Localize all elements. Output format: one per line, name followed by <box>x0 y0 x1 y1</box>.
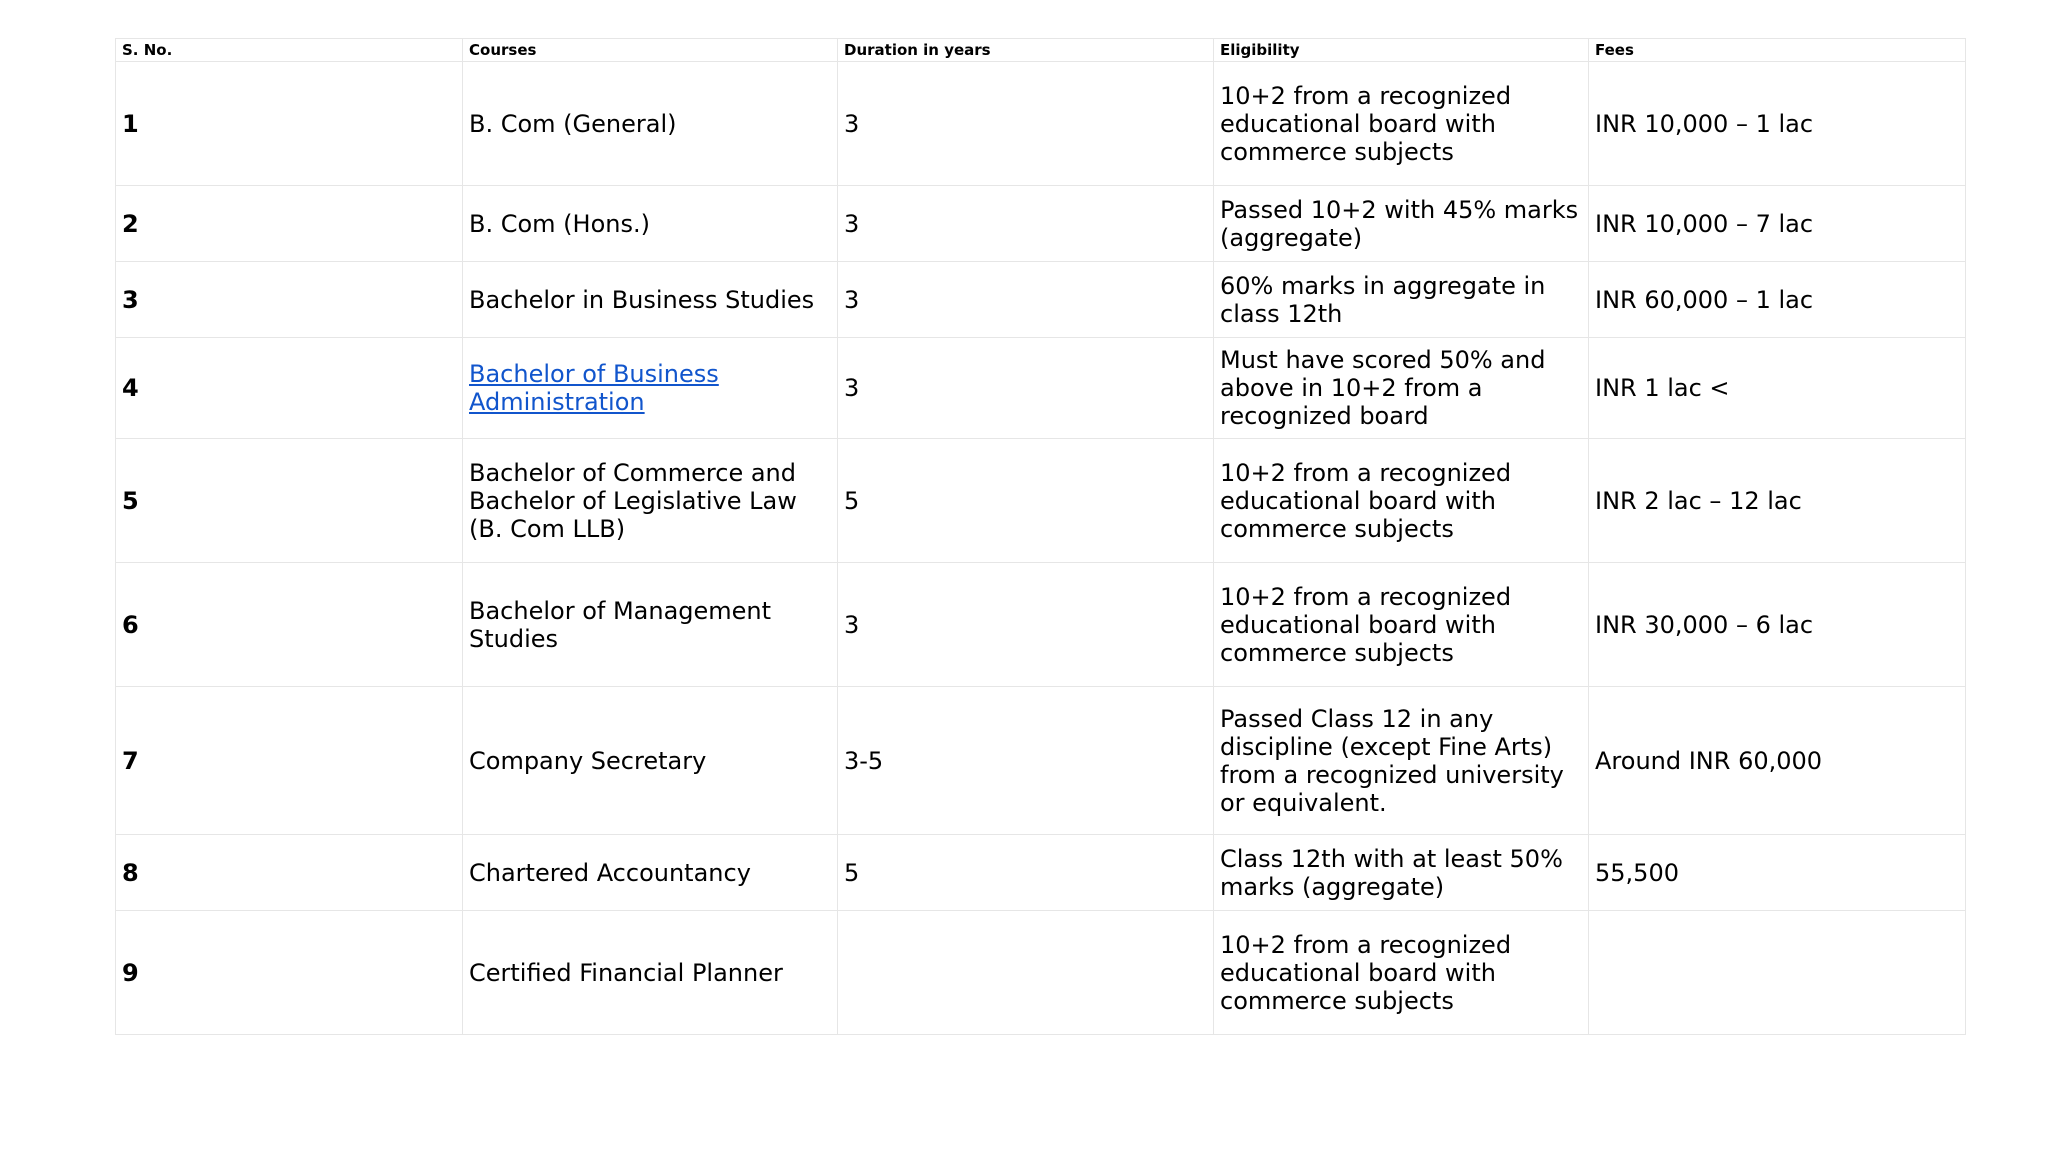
table-row <box>116 62 1966 186</box>
cell-duration[interactable]: 3 <box>838 563 1214 687</box>
cell-duration[interactable]: 3-5 <box>838 687 1214 835</box>
cell-course[interactable]: B. Com (Hons.) <box>463 186 838 262</box>
table-row <box>116 687 1966 835</box>
cell-duration[interactable]: 3 <box>838 262 1214 338</box>
cell-fees[interactable]: 55,500 <box>1589 835 1966 911</box>
cell-course[interactable]: Bachelor of Management Studies <box>463 563 838 687</box>
cell-duration[interactable]: 5 <box>838 439 1214 563</box>
cell-course[interactable]: Certified Financial Planner <box>463 911 838 1035</box>
cell-eligibility[interactable]: Passed Class 12 in any discipline (except Fine Arts) from a recognized university or equivalent. <box>1214 687 1589 835</box>
bba-course-link[interactable]: Bachelor of Business Administration <box>469 360 719 416</box>
table-row <box>116 186 1966 262</box>
cell-course[interactable]: Bachelor of Commerce and Bachelor of Legislative Law (B. Com LLB) <box>463 439 838 563</box>
cell-sno[interactable]: 4 <box>116 338 463 439</box>
courses-table <box>115 38 1966 1035</box>
cell-eligibility[interactable]: 60% marks in aggregate in class 12th <box>1214 262 1589 338</box>
cell-duration[interactable]: 3 <box>838 62 1214 186</box>
cell-fees[interactable]: INR 10,000 – 1 lac <box>1589 62 1966 186</box>
cell-eligibility[interactable]: Class 12th with at least 50% marks (aggregate) <box>1214 835 1589 911</box>
cell-course[interactable]: B. Com (General) <box>463 62 838 186</box>
cell-fees[interactable]: Around INR 60,000 <box>1589 687 1966 835</box>
cell-course[interactable]: Company Secretary <box>463 687 838 835</box>
cell-sno[interactable]: 2 <box>116 186 463 262</box>
cell-sno[interactable]: 3 <box>116 262 463 338</box>
table-row <box>116 262 1966 338</box>
cell-sno[interactable]: 7 <box>116 687 463 835</box>
cell-sno[interactable]: 1 <box>116 62 463 186</box>
cell-sno[interactable]: 9 <box>116 911 463 1035</box>
header-eligibility[interactable]: Eligibility <box>1214 39 1589 62</box>
cell-sno[interactable]: 5 <box>116 439 463 563</box>
header-duration[interactable]: Duration in years <box>838 39 1214 62</box>
header-row <box>116 39 1966 62</box>
cell-eligibility[interactable]: 10+2 from a recognized educational board with commerce subjects <box>1214 439 1589 563</box>
table-row <box>116 911 1966 1035</box>
header-sno[interactable]: S. No. <box>116 39 463 62</box>
header-fees[interactable]: Fees <box>1589 39 1966 62</box>
table-row <box>116 338 1966 439</box>
cell-fees[interactable]: INR 1 lac < <box>1589 338 1966 439</box>
spreadsheet-sheet <box>115 38 1965 1035</box>
cell-fees[interactable]: INR 2 lac – 12 lac <box>1589 439 1966 563</box>
cell-eligibility[interactable]: Passed 10+2 with 45% marks (aggregate) <box>1214 186 1589 262</box>
cell-fees[interactable]: INR 10,000 – 7 lac <box>1589 186 1966 262</box>
cell-sno[interactable]: 6 <box>116 563 463 687</box>
header-courses[interactable]: Courses <box>463 39 838 62</box>
table-row <box>116 439 1966 563</box>
table-row <box>116 835 1966 911</box>
cell-course[interactable]: Bachelor in Business Studies <box>463 262 838 338</box>
cell-duration[interactable] <box>838 911 1214 1035</box>
cell-sno[interactable]: 8 <box>116 835 463 911</box>
cell-eligibility[interactable]: 10+2 from a recognized educational board with commerce subjects <box>1214 563 1589 687</box>
cell-course[interactable] <box>463 338 838 439</box>
cell-eligibility[interactable]: Must have scored 50% and above in 10+2 from a recognized board <box>1214 338 1589 439</box>
cell-fees[interactable] <box>1589 911 1966 1035</box>
cell-fees[interactable]: INR 60,000 – 1 lac <box>1589 262 1966 338</box>
cell-duration[interactable]: 5 <box>838 835 1214 911</box>
cell-course[interactable]: Chartered Accountancy <box>463 835 838 911</box>
cell-fees[interactable]: INR 30,000 – 6 lac <box>1589 563 1966 687</box>
cell-duration[interactable]: 3 <box>838 186 1214 262</box>
cell-eligibility[interactable]: 10+2 from a recognized educational board with commerce subjects <box>1214 62 1589 186</box>
cell-duration[interactable]: 3 <box>838 338 1214 439</box>
table-row <box>116 563 1966 687</box>
cell-eligibility[interactable]: 10+2 from a recognized educational board with commerce subjects <box>1214 911 1589 1035</box>
